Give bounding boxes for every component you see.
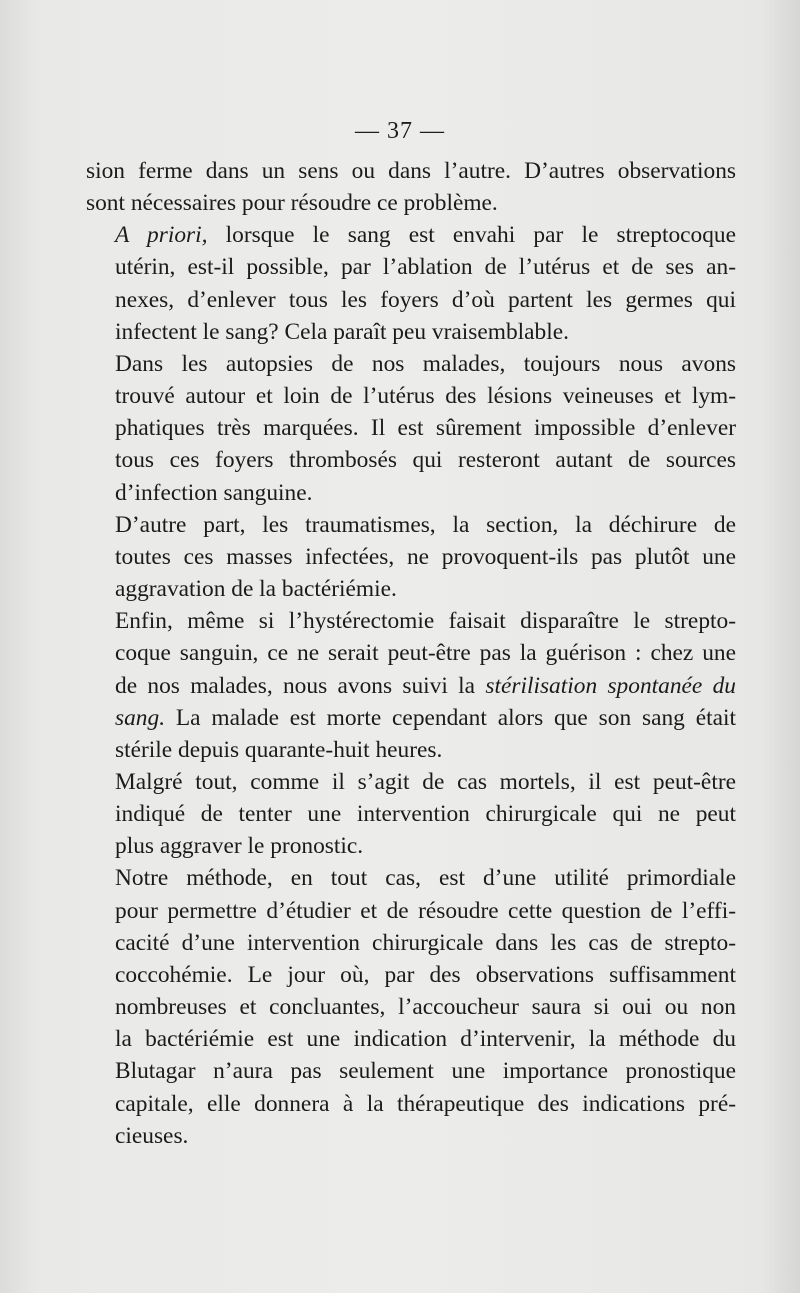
text-line: aggravation de la bactériémie.	[115, 576, 397, 603]
text-line: capitale, elle donnera à la thérapeutique des indications pré-	[115, 1090, 736, 1117]
italic-phrase: A priori,	[115, 222, 208, 249]
paragraph-7	[86, 862, 736, 1151]
text-line: D’autre part, les traumatismes, la section, la déchirure de	[115, 511, 736, 538]
text-line: utérin, est-il possible, par l’ablation de l’utérus et de ses an-	[115, 254, 736, 281]
text-line	[86, 702, 736, 734]
text-run: lorsque le sang est envahi par le streptocoque	[207, 222, 736, 249]
text-line: Notre méthode, en tout cas, est d’une utilité primordiale	[115, 865, 736, 892]
text-line: sion ferme dans un sens ou dans l’autre. D’autres observations	[86, 158, 736, 184]
text-line: stérile depuis quarante-huit heures.	[115, 736, 443, 763]
text-line: pour permettre d’étudier et de résoudre cette question de l’effi-	[115, 897, 736, 924]
text-line: toutes ces masses infectées, ne provoquent-ils pas plutôt une	[115, 543, 736, 570]
text-line: nombreuses et concluantes, l’accoucheur saura si oui ou non	[115, 994, 736, 1021]
text-line: cieuses.	[115, 1122, 189, 1149]
text-line	[86, 670, 736, 702]
text-line: Enfin, même si l’hystérectomie faisait disparaître le strepto-	[115, 608, 736, 635]
text-line: tous ces foyers thrombosés qui resteront autant de sources	[115, 447, 736, 474]
paragraph-4	[86, 509, 736, 605]
text-line: trouvé autour et loin de l’utérus des lésions veineuses et lym-	[115, 383, 736, 410]
paragraph-3	[86, 348, 736, 509]
text-line: infectent le sang? Cela paraît peu vraisemblable.	[115, 318, 569, 345]
text-line: plus aggraver le pronostic.	[115, 833, 364, 860]
text-run: de nos malades, nous avons suivi la	[115, 672, 486, 699]
text-line	[86, 219, 736, 251]
text-line: nexes, d’enlever tous les foyers d’où partent les germes qui	[115, 286, 736, 313]
text-line: Dans les autopsies de nos malades, toujours nous avons	[115, 350, 736, 377]
paragraph-5	[86, 605, 736, 766]
text-line: indiqué de tenter une intervention chirurgicale qui ne peut	[115, 801, 736, 828]
text-line: phatiques très marquées. Il est sûrement impossible d’enlever	[115, 415, 736, 442]
text-run: La malade est morte cependant alors que son sang était	[165, 704, 736, 731]
paragraph-6	[86, 766, 736, 862]
text-line: cacité d’une intervention chirurgicale dans les cas de strepto-	[115, 929, 736, 956]
text-line: coque sanguin, ce ne serait peut-être pas la guérison : chez une	[115, 640, 736, 667]
paragraph-2	[86, 219, 736, 348]
text-line: Malgré tout, comme il s’agit de cas mortels, il est peut-être	[115, 768, 736, 795]
italic-phrase: sang.	[115, 704, 166, 731]
text-line: la bactériémie est une indication d’intervenir, la méthode du	[115, 1026, 736, 1053]
paragraph-1	[86, 155, 736, 219]
text-line: Blutagar n’aura pas seulement une importance pronostique	[115, 1058, 736, 1085]
text-line: coccohémie. Le jour où, par des observations suffisamment	[115, 961, 736, 988]
page-number: — 37 —	[355, 118, 445, 144]
text-line: d’infection sanguine.	[115, 479, 313, 506]
body-text	[86, 155, 736, 1152]
italic-phrase: stérilisation spontanée du	[485, 672, 736, 699]
text-line: sont nécessaires pour résoudre ce problème.	[86, 190, 498, 217]
